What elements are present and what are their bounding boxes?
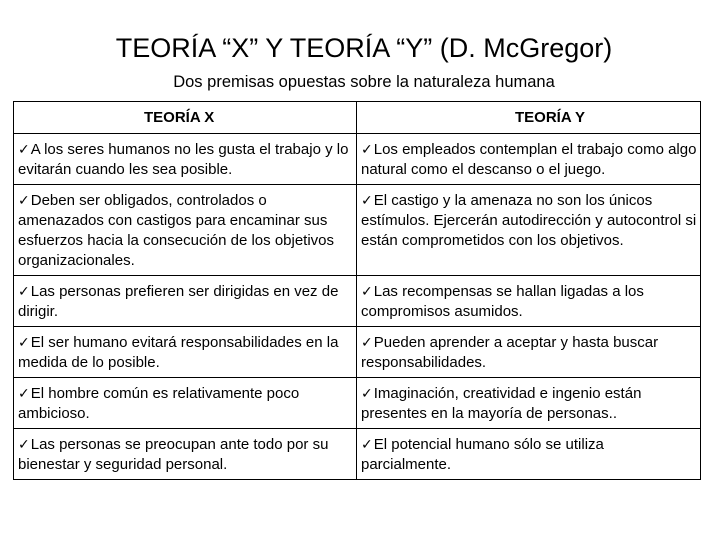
theory-y-cell — [357, 185, 701, 276]
theory-x-cell — [14, 378, 357, 429]
checkmark-icon: ✓ — [361, 142, 373, 158]
checkmark-icon: ✓ — [361, 437, 373, 453]
item-text: Las recompensas se hallan ligadas a los compromisos asumidos. — [361, 283, 644, 320]
theory-x-cell — [14, 429, 357, 480]
comparison-table — [13, 101, 701, 480]
item-text: El castigo y la amenaza no son los únicos estímulos. Ejercerán autodirección y autocontrol si están comprometidos con los objetivos. — [361, 192, 697, 249]
item-text: El hombre común es relativamente poco ambicioso. — [18, 385, 300, 422]
item-text: A los seres humanos no les gusta el trabajo y lo evitarán cuando les sea posible. — [18, 141, 349, 178]
header-theory-x: TEORÍA X — [14, 102, 357, 134]
item-text: Deben ser obligados, controlados o amenazados con castigos para encaminar sus esfuerzos hacia la consecución de los objetivos organizacionales. — [18, 192, 335, 269]
list-item — [361, 282, 697, 322]
list-item — [361, 333, 697, 373]
checkmark-icon: ✓ — [18, 284, 30, 300]
table-row — [14, 185, 701, 276]
checkmark-icon: ✓ — [361, 335, 373, 351]
theory-x-cell — [14, 134, 357, 185]
item-text: Las personas prefieren ser dirigidas en vez de dirigir. — [18, 283, 339, 320]
checkmark-icon: ✓ — [18, 335, 30, 351]
table-row — [14, 429, 701, 480]
table-row — [14, 378, 701, 429]
list-item — [18, 384, 353, 424]
page-title: TEORÍA “X” Y TEORÍA “Y” (D. McGregor) — [115, 33, 613, 63]
theory-x-cell — [14, 327, 357, 378]
list-item — [18, 140, 353, 180]
list-item — [18, 333, 353, 373]
checkmark-icon: ✓ — [18, 386, 30, 402]
theory-y-cell — [357, 429, 701, 480]
item-text: Pueden aprender a aceptar y hasta buscar responsabilidades. — [361, 334, 659, 371]
item-text: Los empleados contemplan el trabajo como algo natural como el descanso o el juego. — [361, 141, 697, 178]
item-text: Las personas se preocupan ante todo por su bienestar y seguridad personal. — [18, 436, 329, 473]
checkmark-icon: ✓ — [361, 284, 373, 300]
theory-y-cell — [357, 134, 701, 185]
theory-y-cell — [357, 327, 701, 378]
checkmark-icon: ✓ — [18, 437, 30, 453]
theory-x-cell — [14, 276, 357, 327]
theory-y-cell — [357, 276, 701, 327]
list-item — [18, 282, 353, 322]
list-item — [361, 191, 697, 251]
checkmark-icon: ✓ — [361, 193, 373, 209]
table-header-row — [14, 102, 701, 134]
item-text: El potencial humano sólo se utiliza parcialmente. — [361, 436, 604, 473]
checkmark-icon: ✓ — [361, 386, 373, 402]
list-item — [18, 191, 353, 271]
item-text: Imaginación, creatividad e ingenio están presentes en la mayoría de personas.. — [361, 385, 642, 422]
theory-x-cell — [14, 185, 357, 276]
theory-y-cell — [357, 378, 701, 429]
item-text: El ser humano evitará responsabilidades en la medida de lo posible. — [18, 334, 339, 371]
table-row — [14, 276, 701, 327]
header-theory-y: TEORÍA Y — [357, 102, 701, 134]
list-item — [361, 384, 697, 424]
list-item — [361, 435, 697, 475]
checkmark-icon: ✓ — [18, 193, 30, 209]
page-subtitle: Dos premisas opuestas sobre la naturaleza humana — [173, 73, 555, 91]
table-row — [14, 327, 701, 378]
table-row — [14, 134, 701, 185]
checkmark-icon: ✓ — [18, 142, 30, 158]
list-item — [18, 435, 353, 475]
list-item — [361, 140, 697, 180]
